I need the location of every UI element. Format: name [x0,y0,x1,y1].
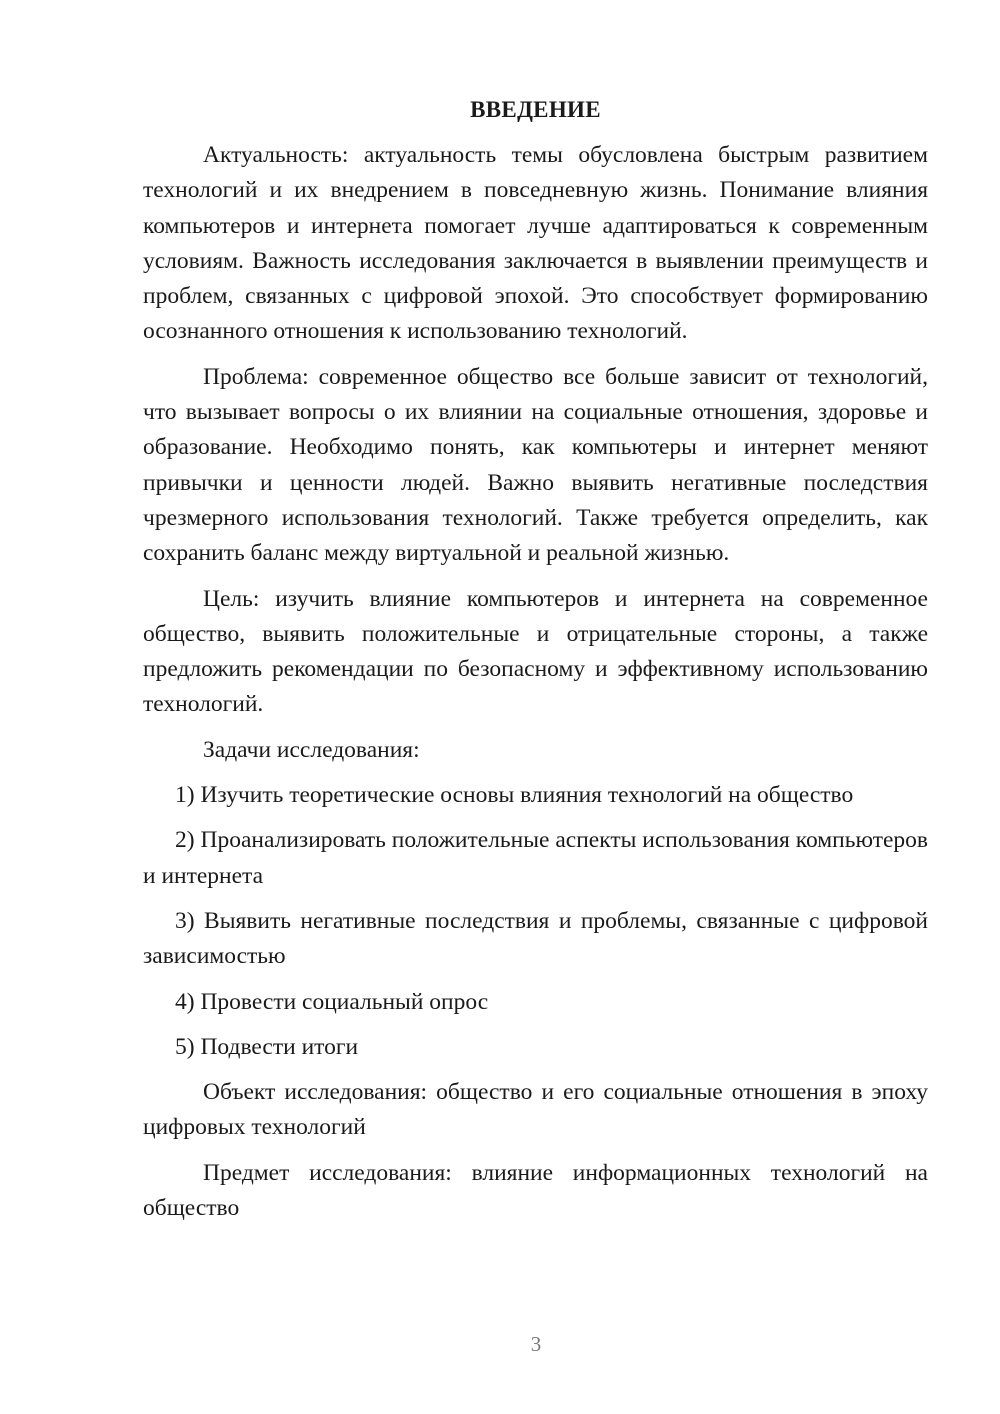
subject-paragraph: Предмет исследования: влияние информационных технологий на общество [143,1159,928,1222]
page-content [143,92,928,1236]
task-item-1: 1) Изучить теоретические основы влияния технологий на общество [175,782,854,809]
task-item-2: 2) Проанализировать положительные аспекты использования компьютеров и интернета [143,827,928,889]
relevance-paragraph: Актуальность: актуальность темы обусловлена быстрым развитием технологий и их внедрением в повседневную жизнь. Понимание влияния компьютеров и интернета помогает лучше адаптироваться к современным условиям. Важность исследования заключается в выявлении преимуществ и проблем, связанных с цифровой эпохой. Это способствует формированию осознанного отношения к использованию технологий. [143,142,928,345]
task-item-5: 5) Подвести итоги [175,1033,359,1060]
tasks-heading: Задачи исследования: [203,736,420,763]
goal-paragraph: Цель: изучить влияние компьютеров и интернета на современное общество, выявить положительные и отрицательные стороны, а также предложить рекомендации по безопасному и эффективному использованию технологий. [143,585,928,718]
task-item-4: 4) Провести социальный опрос [175,988,489,1015]
object-paragraph: Объект исследования: общество и его социальные отношения в эпоху цифровых технологий [143,1079,928,1141]
task-item-3: 3) Выявить негативные последствия и проблемы, связанные с цифровой зависимостью [143,907,928,970]
page-number: 3 [530,1332,542,1356]
problem-paragraph: Проблема: современное общество все больше зависит от технологий, что вызывает вопросы о их влиянии на социальные отношения, здоровье и образование. Необходимо понять, как компьютеры и интернет меняют привычки и ценности людей. Важно выявить негативные последствия чрезмерного использования технологий. Также требуется определить, как сохранить баланс между виртуальной и реальной жизнью. [143,363,928,567]
page-title: ВВЕДЕНИЕ [470,97,601,122]
